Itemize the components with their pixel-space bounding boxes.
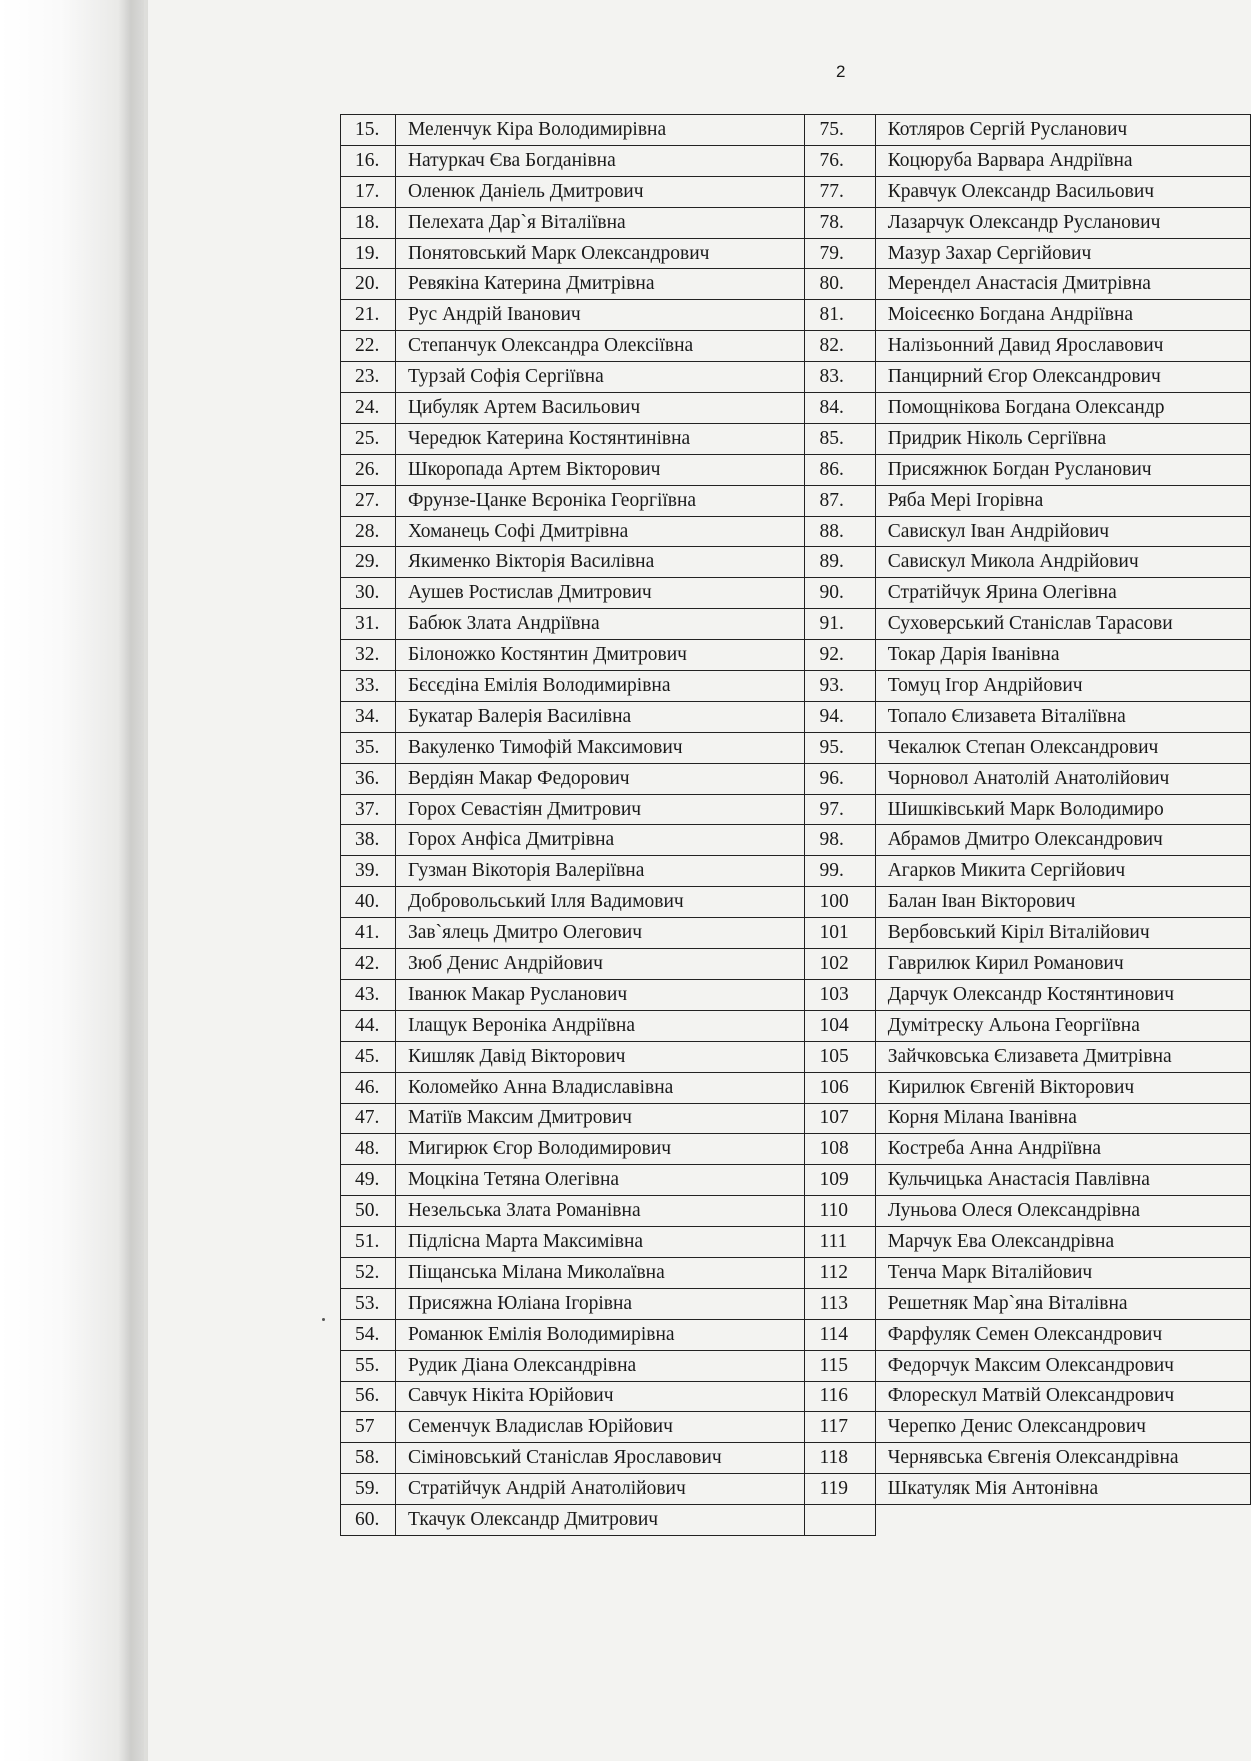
student-name-left: Бабюк Злата Андріївна: [395, 609, 805, 640]
student-name-left: Аушев Ростислав Дмитрович: [395, 578, 805, 609]
student-number-right: 90.: [805, 578, 875, 609]
student-name-right: Мерендел Анастасія Дмитрівна: [875, 269, 1250, 300]
student-name-left: Ревякіна Катерина Дмитрівна: [395, 269, 805, 300]
student-name-right: Мазур Захар Сергійович: [875, 238, 1250, 269]
table-row: [341, 949, 1251, 980]
student-number-right: 102: [805, 949, 875, 980]
student-number-left: 45.: [341, 1041, 396, 1072]
student-name-left: Стратійчук Андрій Анатолійович: [395, 1474, 805, 1505]
student-name-right: [875, 1505, 1250, 1536]
student-number-left: 29.: [341, 547, 396, 578]
student-number-right: 98.: [805, 825, 875, 856]
student-number-right: [805, 1505, 875, 1536]
student-number-right: 108: [805, 1134, 875, 1165]
table-row: [341, 732, 1251, 763]
student-name-right: Ряба Мері Ігорівна: [875, 485, 1250, 516]
student-number-left: 47.: [341, 1103, 396, 1134]
table-row: [341, 1072, 1251, 1103]
student-name-left: Підлісна Марта Максимівна: [395, 1227, 805, 1258]
student-number-right: 94.: [805, 701, 875, 732]
student-number-right: 79.: [805, 238, 875, 269]
student-name-left: Меленчук Кіра Володимирівна: [395, 115, 805, 146]
student-number-left: 52.: [341, 1257, 396, 1288]
student-number-left: 36.: [341, 763, 396, 794]
student-number-right: 97.: [805, 794, 875, 825]
student-name-right: Марчук Ева Олександрівна: [875, 1227, 1250, 1258]
student-number-right: 82.: [805, 331, 875, 362]
table-row: [341, 1412, 1251, 1443]
student-name-left: Мигирюк Єгор Володимирович: [395, 1134, 805, 1165]
student-number-left: 32.: [341, 640, 396, 671]
student-name-left: Бєсєдіна Емілія Володимирівна: [395, 671, 805, 702]
table-row: [341, 979, 1251, 1010]
student-name-left: Натуркач Єва Богданівна: [395, 145, 805, 176]
table-row: [341, 578, 1251, 609]
student-number-right: 109: [805, 1165, 875, 1196]
table-row: [341, 547, 1251, 578]
student-name-right: Савискул Іван Андрійович: [875, 516, 1250, 547]
student-number-right: 115: [805, 1350, 875, 1381]
student-name-left: Коломейко Анна Владиславівна: [395, 1072, 805, 1103]
table-row: [341, 362, 1251, 393]
table-row: [341, 300, 1251, 331]
student-name-right: Флорескул Матвій Олександрович: [875, 1381, 1250, 1412]
student-name-left: Букатар Валерія Василівна: [395, 701, 805, 732]
student-number-right: 84.: [805, 393, 875, 424]
student-name-left: Піщанська Мілана Миколаївна: [395, 1257, 805, 1288]
student-name-right: Фарфуляк Семен Олександрович: [875, 1319, 1250, 1350]
student-number-left: 33.: [341, 671, 396, 702]
student-number-left: 35.: [341, 732, 396, 763]
student-number-left: 20.: [341, 269, 396, 300]
student-number-right: 99.: [805, 856, 875, 887]
student-number-right: 78.: [805, 207, 875, 238]
student-number-right: 113: [805, 1288, 875, 1319]
student-name-right: Суховерський Станіслав Тарасови: [875, 609, 1250, 640]
student-number-right: 110: [805, 1196, 875, 1227]
student-name-right: Думітреску Альона Георгіївна: [875, 1010, 1250, 1041]
student-number-left: 22.: [341, 331, 396, 362]
student-list-body: [341, 115, 1251, 1536]
student-number-left: 53.: [341, 1288, 396, 1319]
table-row: [341, 856, 1251, 887]
student-name-right: Чернявська Євгенія Олександрівна: [875, 1443, 1250, 1474]
student-number-right: 118: [805, 1443, 875, 1474]
page-number: 2: [836, 62, 846, 81]
table-row: [341, 393, 1251, 424]
student-number-right: 86.: [805, 454, 875, 485]
student-number-right: 75.: [805, 115, 875, 146]
student-number-left: 23.: [341, 362, 396, 393]
student-name-right: Кирилюк Євгеній Вікторович: [875, 1072, 1250, 1103]
student-name-right: Савискул Микола Андрійович: [875, 547, 1250, 578]
table-row: [341, 794, 1251, 825]
student-name-right: Агарков Микита Сергійович: [875, 856, 1250, 887]
student-name-left: Оленюк Даніель Дмитрович: [395, 176, 805, 207]
student-name-right: Котляров Сергій Русланович: [875, 115, 1250, 146]
student-name-left: Горох Анфіса Дмитрівна: [395, 825, 805, 856]
table-row: [341, 1165, 1251, 1196]
table-row: [341, 1443, 1251, 1474]
student-name-left: Присяжна Юліана Ігорівна: [395, 1288, 805, 1319]
student-number-right: 116: [805, 1381, 875, 1412]
table-row: [341, 207, 1251, 238]
table-row: [341, 1319, 1251, 1350]
student-number-left: 49.: [341, 1165, 396, 1196]
student-number-left: 60.: [341, 1505, 396, 1536]
student-name-right: Шишківський Марк Володимиро: [875, 794, 1250, 825]
student-name-left: Хоманець Софі Дмитрівна: [395, 516, 805, 547]
student-name-right: Черепко Денис Олександрович: [875, 1412, 1250, 1443]
student-number-left: 57: [341, 1412, 396, 1443]
student-name-left: Степанчук Олександра Олексіївна: [395, 331, 805, 362]
table-row: [341, 1196, 1251, 1227]
student-name-left: Понятовський Марк Олександрович: [395, 238, 805, 269]
student-number-right: 112: [805, 1257, 875, 1288]
table-row: [341, 1257, 1251, 1288]
student-name-right: Топало Єлизавета Віталіївна: [875, 701, 1250, 732]
student-name-left: Зюб Денис Андрійович: [395, 949, 805, 980]
student-name-left: Кишляк Давід Вікторович: [395, 1041, 805, 1072]
student-number-left: 27.: [341, 485, 396, 516]
student-name-left: Добровольський Ілля Вадимович: [395, 887, 805, 918]
student-name-right: Томуц Ігор Андрійович: [875, 671, 1250, 702]
student-name-right: Токар Дарія Іванівна: [875, 640, 1250, 671]
table-row: [341, 763, 1251, 794]
student-name-right: Присяжнюк Богдан Русланович: [875, 454, 1250, 485]
student-number-right: 117: [805, 1412, 875, 1443]
student-number-left: 40.: [341, 887, 396, 918]
student-name-right: Придрик Ніколь Сергіївна: [875, 423, 1250, 454]
table-row: [341, 115, 1251, 146]
table-row: [341, 1505, 1251, 1536]
student-number-left: 18.: [341, 207, 396, 238]
student-name-right: Луньова Олеся Олександрівна: [875, 1196, 1250, 1227]
student-name-right: Шкатуляк Мія Антонівна: [875, 1474, 1250, 1505]
student-name-left: Якименко Вікторія Василівна: [395, 547, 805, 578]
student-name-left: Чередюк Катерина Костянтинівна: [395, 423, 805, 454]
table-row: [341, 609, 1251, 640]
student-name-right: Кульчицька Анастасія Павлівна: [875, 1165, 1250, 1196]
student-name-left: Горох Севастіян Дмитрович: [395, 794, 805, 825]
table-row: [341, 516, 1251, 547]
student-name-right: Абрамов Дмитро Олександрович: [875, 825, 1250, 856]
student-number-right: 103: [805, 979, 875, 1010]
student-name-left: Пелехата Дар`я Віталіївна: [395, 207, 805, 238]
student-name-right: Стратійчук Ярина Олегівна: [875, 578, 1250, 609]
student-list-table: [340, 114, 1251, 1536]
student-number-left: 19.: [341, 238, 396, 269]
student-number-left: 26.: [341, 454, 396, 485]
table-row: [341, 145, 1251, 176]
table-row: [341, 1288, 1251, 1319]
student-name-right: Решетняк Мар`яна Віталівна: [875, 1288, 1250, 1319]
student-number-left: 28.: [341, 516, 396, 547]
student-name-right: Коцюруба Варвара Андріївна: [875, 145, 1250, 176]
student-name-right: Зайчковська Єлизавета Дмитрівна: [875, 1041, 1250, 1072]
student-name-left: Фрунзе-Цанке Вєроніка Георгіївна: [395, 485, 805, 516]
student-number-right: 89.: [805, 547, 875, 578]
table-row: [341, 485, 1251, 516]
table-row: [341, 423, 1251, 454]
student-name-right: Помощнікова Богдана Олександр: [875, 393, 1250, 424]
table-row: [341, 1010, 1251, 1041]
student-name-left: Шкоропада Артем Вікторович: [395, 454, 805, 485]
student-name-left: Зав`ялець Дмитро Олегович: [395, 918, 805, 949]
student-number-right: 119: [805, 1474, 875, 1505]
student-number-left: 44.: [341, 1010, 396, 1041]
student-number-left: 42.: [341, 949, 396, 980]
student-name-right: Балан Іван Вікторович: [875, 887, 1250, 918]
table-row: [341, 1381, 1251, 1412]
student-number-left: 51.: [341, 1227, 396, 1258]
student-number-right: 111: [805, 1227, 875, 1258]
table-row: [341, 825, 1251, 856]
student-name-left: Моцкіна Тетяна Олегівна: [395, 1165, 805, 1196]
student-number-left: 34.: [341, 701, 396, 732]
student-number-left: 59.: [341, 1474, 396, 1505]
table-row: [341, 918, 1251, 949]
student-number-left: 17.: [341, 176, 396, 207]
student-number-left: 15.: [341, 115, 396, 146]
student-name-right: Панцирний Єгор Олександрович: [875, 362, 1250, 393]
scan-speck: [322, 1318, 325, 1321]
student-number-right: 88.: [805, 516, 875, 547]
student-number-left: 37.: [341, 794, 396, 825]
student-number-right: 105: [805, 1041, 875, 1072]
student-number-left: 48.: [341, 1134, 396, 1165]
student-name-right: Костреба Анна Андріївна: [875, 1134, 1250, 1165]
student-number-right: 76.: [805, 145, 875, 176]
student-number-right: 80.: [805, 269, 875, 300]
student-number-left: 41.: [341, 918, 396, 949]
student-number-right: 85.: [805, 423, 875, 454]
student-number-right: 96.: [805, 763, 875, 794]
student-number-left: 21.: [341, 300, 396, 331]
student-number-left: 25.: [341, 423, 396, 454]
student-name-right: Корня Мілана Іванівна: [875, 1103, 1250, 1134]
student-name-left: Романюк Емілія Володимирівна: [395, 1319, 805, 1350]
student-name-left: Гузман Вікоторія Валеріївна: [395, 856, 805, 887]
student-number-left: 58.: [341, 1443, 396, 1474]
student-name-left: Савчук Нікіта Юрійович: [395, 1381, 805, 1412]
student-name-left: Ілащук Вероніка Андріївна: [395, 1010, 805, 1041]
student-name-right: Моісеєнко Богдана Андріївна: [875, 300, 1250, 331]
table-row: [341, 640, 1251, 671]
table-row: [341, 701, 1251, 732]
student-number-right: 83.: [805, 362, 875, 393]
table-row: [341, 1103, 1251, 1134]
student-number-left: 31.: [341, 609, 396, 640]
student-number-right: 92.: [805, 640, 875, 671]
student-number-right: 77.: [805, 176, 875, 207]
table-row: [341, 671, 1251, 702]
student-number-left: 43.: [341, 979, 396, 1010]
student-name-left: Незельська Злата Романівна: [395, 1196, 805, 1227]
student-number-right: 95.: [805, 732, 875, 763]
student-name-right: Дарчук Олександр Костянтинович: [875, 979, 1250, 1010]
student-number-right: 81.: [805, 300, 875, 331]
student-number-left: 16.: [341, 145, 396, 176]
student-number-left: 30.: [341, 578, 396, 609]
table-row: [341, 1134, 1251, 1165]
student-name-right: Чекалюк Степан Олександрович: [875, 732, 1250, 763]
table-row: [341, 887, 1251, 918]
student-number-right: 106: [805, 1072, 875, 1103]
student-number-right: 87.: [805, 485, 875, 516]
scan-fold-shadow: [118, 0, 144, 1761]
student-number-left: 38.: [341, 825, 396, 856]
student-name-right: Чорновол Анатолій Анатолійович: [875, 763, 1250, 794]
student-number-left: 54.: [341, 1319, 396, 1350]
student-number-left: 55.: [341, 1350, 396, 1381]
student-name-right: Вербовський Кіріл Віталійович: [875, 918, 1250, 949]
student-number-left: 46.: [341, 1072, 396, 1103]
student-name-left: Вакуленко Тимофій Максимович: [395, 732, 805, 763]
student-number-right: 107: [805, 1103, 875, 1134]
student-name-left: Рус Андрій Іванович: [395, 300, 805, 331]
student-name-left: Вердіян Макар Федорович: [395, 763, 805, 794]
student-number-right: 114: [805, 1319, 875, 1350]
student-name-left: Семенчук Владислав Юрійович: [395, 1412, 805, 1443]
table-row: [341, 454, 1251, 485]
student-name-right: Налізьонний Давид Ярославович: [875, 331, 1250, 362]
student-number-left: 56.: [341, 1381, 396, 1412]
student-name-left: Цибуляк Артем Васильович: [395, 393, 805, 424]
table-row: [341, 238, 1251, 269]
table-row: [341, 1041, 1251, 1072]
student-name-right: Тенча Марк Віталійович: [875, 1257, 1250, 1288]
student-number-left: 24.: [341, 393, 396, 424]
student-name-left: Білоножко Костянтин Дмитрович: [395, 640, 805, 671]
table-row: [341, 1227, 1251, 1258]
student-number-right: 93.: [805, 671, 875, 702]
student-number-right: 101: [805, 918, 875, 949]
table-row: [341, 269, 1251, 300]
student-name-left: Іванюк Макар Русланович: [395, 979, 805, 1010]
student-name-left: Сіміновський Станіслав Ярославович: [395, 1443, 805, 1474]
table-row: [341, 331, 1251, 362]
table-row: [341, 1474, 1251, 1505]
student-name-left: Турзай Софія Сергіївна: [395, 362, 805, 393]
student-name-left: Рудик Діана Олександрівна: [395, 1350, 805, 1381]
table-row: [341, 1350, 1251, 1381]
student-number-left: 50.: [341, 1196, 396, 1227]
table-row: [341, 176, 1251, 207]
student-number-right: 104: [805, 1010, 875, 1041]
student-name-right: Кравчук Олександр Васильович: [875, 176, 1250, 207]
student-number-right: 100: [805, 887, 875, 918]
student-name-right: Лазарчук Олександр Русланович: [875, 207, 1250, 238]
student-name-right: Федорчук Максим Олександрович: [875, 1350, 1250, 1381]
student-name-left: Ткачук Олександр Дмитрович: [395, 1505, 805, 1536]
student-number-left: 39.: [341, 856, 396, 887]
student-name-left: Матіїв Максим Дмитрович: [395, 1103, 805, 1134]
student-name-right: Гаврилюк Кирил Романович: [875, 949, 1250, 980]
student-number-right: 91.: [805, 609, 875, 640]
